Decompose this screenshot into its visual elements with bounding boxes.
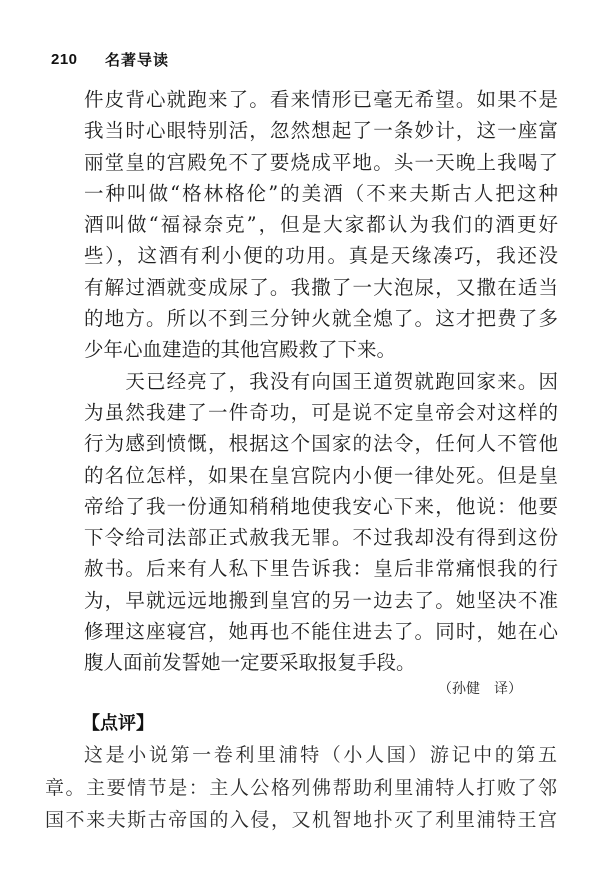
body-line: 丽堂皇的宫殿免不了要烧成平地。头一天晚上我喝了 <box>84 150 558 174</box>
commentary-line: 章。主要情节是：主人公格列佛帮助利里浦特人打败了邻 <box>45 776 557 799</box>
commentary-line: 这是小说第一卷利里浦特（小人国）游记中的第五 <box>84 744 557 766</box>
running-header <box>51 48 169 70</box>
body-line: 些），这酒有利小便的功用。真是天缘凑巧，我还没 <box>84 244 558 268</box>
body-line: 酒叫做“福禄奈克”，但是大家都认为我们的酒更好 <box>84 213 558 237</box>
body-line: 腹人面前发誓她一定要采取报复手段。 <box>84 651 416 675</box>
commentary-body <box>45 739 557 837</box>
body-line: 我当时心眼特别活，忽然想起了一条妙计，这一座富 <box>84 119 558 143</box>
body-line: 一种叫做“格林格伦”的美酒（不来夫斯古人把这种 <box>84 181 558 205</box>
translator-credit: （孙健 译） <box>438 681 522 697</box>
body-line: 修理这座寝宫，她再也不能住进去了。同时，她在心 <box>84 620 558 644</box>
body-line: 的地方。所以不到三分钟火就全熄了。这才把费了多 <box>84 307 558 331</box>
body-line: 为虽然我建了一件奇功，可是说不定皇帝会对这样的 <box>84 400 558 424</box>
body-line: 为，早就远远地搬到皇宫的另一边去了。她坚决不准 <box>84 588 558 612</box>
body-line: 下令给司法部正式赦我无罪。不过我却没有得到这份 <box>84 526 558 550</box>
translation-body <box>84 84 558 679</box>
body-line: 天已经亮了，我没有向国王道贺就跑回家来。因 <box>84 369 558 393</box>
body-line: 的名位怎样，如果在皇宫院内小便一律处死。但是皇 <box>84 463 558 487</box>
book-title: 名著导读 <box>105 51 170 69</box>
commentary-line: 国不来夫斯古帝国的入侵，又机智地扑灭了利里浦特王宫 <box>45 809 557 831</box>
body-line: 行为感到愤慨，根据这个国家的法令，任何人不管他 <box>84 432 558 456</box>
body-line: 件皮背心就跑来了。看来情形已毫无希望。如果不是 <box>84 88 558 111</box>
commentary-heading: 【点评】 <box>82 713 154 734</box>
body-line: 赦书。后来有人私下里告诉我：皇后非常痛恨我的行 <box>84 557 558 581</box>
body-line: 少年心血建造的其他宫殿救了下来。 <box>84 338 397 362</box>
page-number: 210 <box>51 50 78 68</box>
body-line: 帝给了我一份通知稍稍地使我安心下来，他说：他要 <box>84 494 558 518</box>
body-line: 有解过酒就变成尿了。我撒了一大泡尿，又撒在适当 <box>84 275 558 299</box>
